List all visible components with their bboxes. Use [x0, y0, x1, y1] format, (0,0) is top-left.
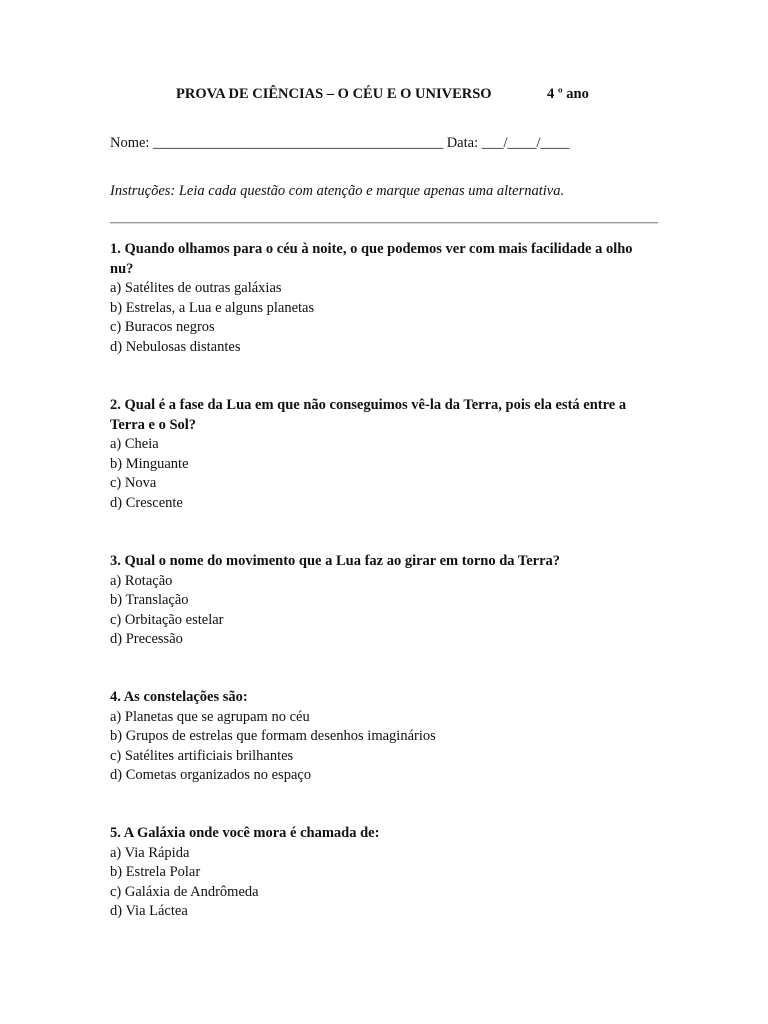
instructions-text: Instruções: Leia cada questão com atenção e marque apenas uma alternativa.: [110, 183, 565, 199]
question-text: 4. As constelações são:: [110, 689, 248, 705]
question-text: 1. Quando olhamos para o céu à noite, o que podemos ver com mais facilidade a olho nu?: [110, 241, 633, 277]
question-3: [110, 552, 650, 650]
header: [0, 86, 768, 106]
option-d: d) Via Láctea: [110, 903, 188, 919]
option-a: a) Rotação: [110, 572, 173, 589]
question-5: [110, 824, 650, 922]
option-a: a) Satélites de outras galáxias: [110, 280, 282, 296]
option-c: c) Galáxia de Andrômeda: [110, 883, 259, 900]
option-b: b) Translação: [110, 592, 189, 608]
option-a: a) Cheia: [110, 436, 159, 452]
option-a: a) Via Rápida: [110, 844, 190, 861]
question-text: 3. Qual o nome do movimento que a Lua faz ao girar em torno da Terra?: [110, 553, 561, 569]
option-b: b) Estrelas, a Lua e alguns planetas: [110, 299, 315, 316]
question-2: [110, 396, 650, 513]
option-d: d) Nebulosas distantes: [110, 338, 241, 355]
option-b: b) Estrela Polar: [110, 864, 201, 880]
page-title: PROVA DE CIÊNCIAS – O CÉU E O UNIVERSO: [176, 86, 492, 102]
option-d: d) Precessão: [110, 631, 183, 647]
option-a: a) Planetas que se agrupam no céu: [110, 708, 310, 725]
option-c: c) Nova: [110, 475, 157, 491]
option-c: c) Satélites artificiais brilhantes: [110, 747, 294, 764]
grade-label: 4 º ano: [547, 86, 589, 102]
option-c: c) Orbitação estelar: [110, 611, 224, 628]
question-4: [110, 688, 650, 786]
option-d: d) Cometas organizados no espaço: [110, 767, 312, 783]
question-1: [110, 240, 650, 357]
question-text: 2. Qual é a fase da Lua em que não conseguimos vê-la da Terra, pois ela está entre a Terra e o Sol?: [110, 397, 627, 433]
divider: [110, 222, 658, 224]
name-date-line: Nome: ________________________________________ Data: ___/____/____: [110, 135, 570, 151]
option-b: b) Minguante: [110, 455, 189, 472]
option-c: c) Buracos negros: [110, 319, 215, 335]
option-d: d) Crescente: [110, 494, 183, 511]
option-b: b) Grupos de estrelas que formam desenhos imaginários: [110, 728, 436, 744]
question-text: 5. A Galáxia onde você mora é chamada de:: [110, 825, 380, 841]
